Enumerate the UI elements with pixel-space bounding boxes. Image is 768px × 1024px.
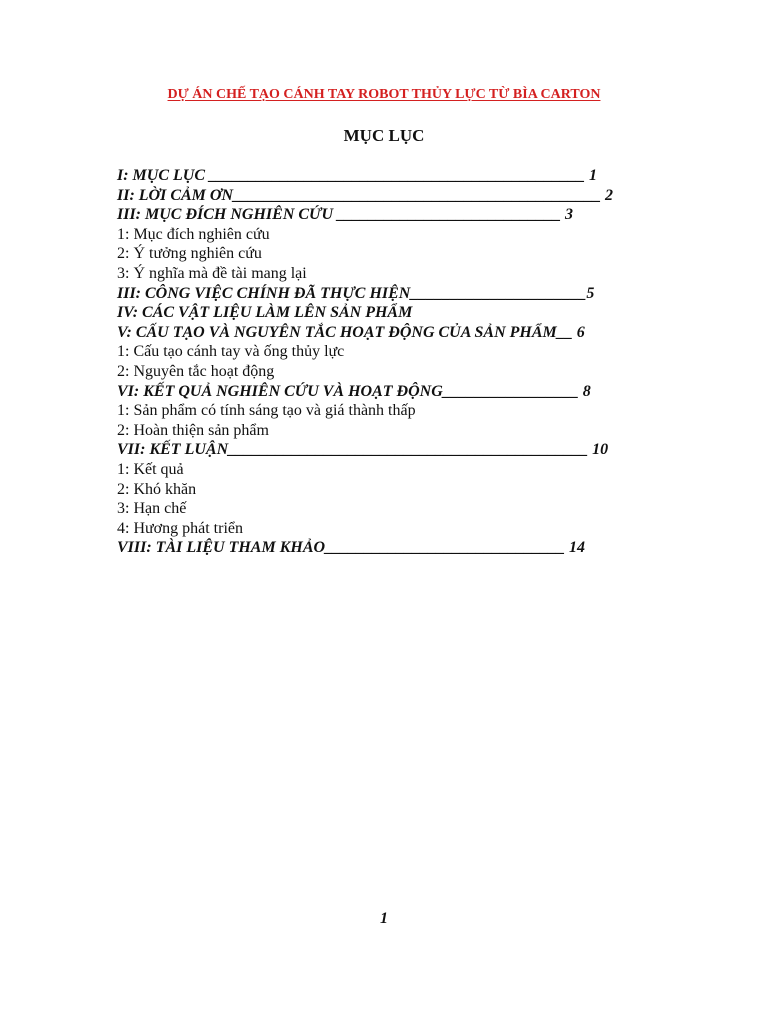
toc-entry: IV: CÁC VẬT LIỆU LÀM LÊN SẢN PHẨM xyxy=(117,304,413,322)
toc-entry: 2: Nguyên tắc hoạt động xyxy=(117,362,275,380)
toc-entry: 2: Hoàn thiện sản phẩm xyxy=(117,421,269,439)
toc-entry: 1: Mục đích nghiên cứu xyxy=(117,225,270,243)
document-title: DỰ ÁN CHẾ TẠO CÁNH TAY ROBOT THỦY LỰC TỪ BÌA CARTON xyxy=(167,87,601,102)
toc-entry: III: CÔNG VIỆC CHÍNH ĐÃ THỰC HIỆN______________________5 xyxy=(117,284,595,302)
toc-entry: VIII: TÀI LIỆU THAM KHẢO______________________________ 14 xyxy=(117,539,586,557)
toc-entry: 1: Kết quả xyxy=(117,460,184,478)
toc-entry: VI: KẾT QUẢ NGHIÊN CỨU VÀ HOẠT ĐỘNG_________________ 8 xyxy=(117,382,591,400)
toc-entry: 3: Hạn chế xyxy=(117,500,187,518)
toc-entry: II: LỜI CẢM ƠN______________________________________________ 2 xyxy=(117,186,614,204)
toc-entry: III: MỤC ĐÍCH NGHIÊN CỨU ____________________________ 3 xyxy=(117,206,573,224)
toc-entry: V: CẤU TẠO VÀ NGUYÊN TẮC HOẠT ĐỘNG CỦA SẢN PHẨM__ 6 xyxy=(117,323,585,341)
toc-entry: 4: Hương phát triển xyxy=(117,519,243,537)
toc-entry: 3: Ý nghĩa mà đề tài mang lại xyxy=(117,264,307,282)
toc-entry: 1: Cấu tạo cánh tay và ống thủy lực xyxy=(117,343,345,361)
toc-heading: MỤC LỤC xyxy=(343,126,425,145)
toc-entry: 2: Ý tưởng nghiên cứu xyxy=(117,245,262,263)
toc-entry: I: MỤC LỤC _______________________________________________ 1 xyxy=(117,167,598,184)
table-of-contents xyxy=(117,166,677,558)
toc-entry: 1: Sản phẩm có tính sáng tạo và giá thành thấp xyxy=(117,402,416,420)
toc-entry: 2: Khó khăn xyxy=(117,480,197,498)
page-number: 1 xyxy=(380,910,388,927)
toc-entry: VII: KẾT LUẬN_____________________________________________ 10 xyxy=(117,441,609,459)
